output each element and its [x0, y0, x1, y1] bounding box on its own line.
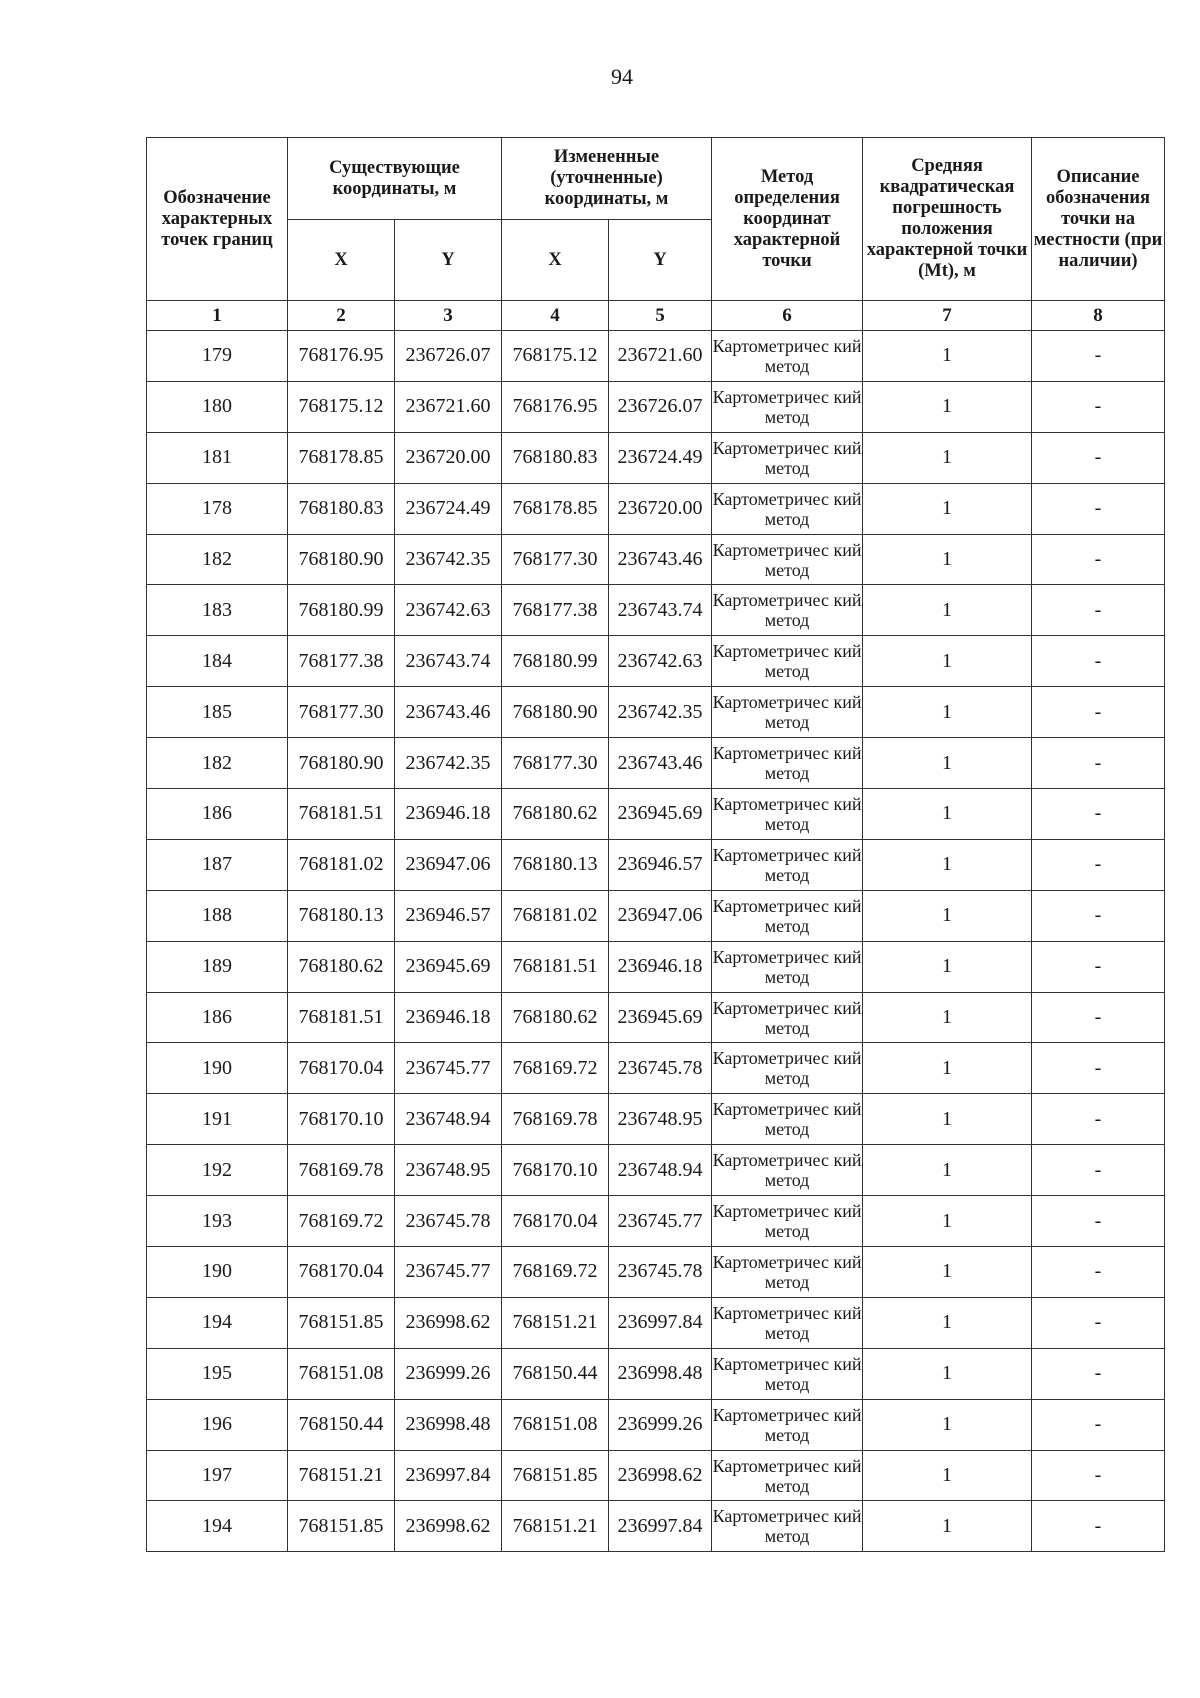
cell-mean-square-error: 1: [863, 789, 1032, 840]
cell-point-id: 184: [147, 636, 288, 687]
cell-description: -: [1032, 432, 1165, 483]
cell-refined-x: 768151.85: [502, 1450, 609, 1501]
cell-mean-square-error: 1: [863, 992, 1032, 1043]
cell-existing-y: 236997.84: [395, 1450, 502, 1501]
cell-point-id: 183: [147, 585, 288, 636]
cell-existing-y: 236721.60: [395, 381, 502, 432]
column-number: 8: [1032, 301, 1165, 331]
header-description: Описание обозначения точки на местности (при наличии): [1032, 138, 1165, 301]
cell-existing-x: 768170.04: [288, 1043, 395, 1094]
cell-method: Картометричес кий метод: [712, 636, 863, 687]
cell-description: -: [1032, 1247, 1165, 1298]
cell-existing-y: 236998.48: [395, 1399, 502, 1450]
cell-existing-y: 236748.95: [395, 1145, 502, 1196]
cell-refined-x: 768180.83: [502, 432, 609, 483]
cell-mean-square-error: 1: [863, 534, 1032, 585]
cell-mean-square-error: 1: [863, 483, 1032, 534]
table-row: [147, 1348, 1165, 1399]
cell-method: Картометричес кий метод: [712, 789, 863, 840]
cell-point-id: 195: [147, 1348, 288, 1399]
table-row: [147, 1145, 1165, 1196]
cell-point-id: 180: [147, 381, 288, 432]
cell-refined-x: 768178.85: [502, 483, 609, 534]
cell-existing-x: 768151.08: [288, 1348, 395, 1399]
cell-method: Картометричес кий метод: [712, 890, 863, 941]
column-number: 4: [502, 301, 609, 331]
table-row: [147, 1450, 1165, 1501]
cell-mean-square-error: 1: [863, 1297, 1032, 1348]
cell-refined-y: 236999.26: [609, 1399, 712, 1450]
table-row: [147, 941, 1165, 992]
column-number: 6: [712, 301, 863, 331]
table-row: [147, 1196, 1165, 1247]
cell-existing-y: 236743.46: [395, 687, 502, 738]
cell-refined-y: 236743.46: [609, 534, 712, 585]
cell-existing-x: 768169.72: [288, 1196, 395, 1247]
cell-method: Картометричес кий метод: [712, 687, 863, 738]
cell-existing-x: 768180.90: [288, 534, 395, 585]
table-row: [147, 839, 1165, 890]
cell-refined-x: 768151.21: [502, 1297, 609, 1348]
cell-description: -: [1032, 331, 1165, 382]
column-number: 7: [863, 301, 1032, 331]
table-row: [147, 789, 1165, 840]
cell-method: Картометричес кий метод: [712, 1348, 863, 1399]
cell-method: Картометричес кий метод: [712, 738, 863, 789]
cell-existing-y: 236998.62: [395, 1501, 502, 1552]
cell-refined-x: 768151.21: [502, 1501, 609, 1552]
cell-refined-y: 236946.18: [609, 941, 712, 992]
cell-refined-y: 236946.57: [609, 839, 712, 890]
cell-existing-y: 236946.57: [395, 890, 502, 941]
table-row: [147, 534, 1165, 585]
cell-description: -: [1032, 483, 1165, 534]
table-row: [147, 738, 1165, 789]
table-row: [147, 381, 1165, 432]
cell-method: Картометричес кий метод: [712, 1247, 863, 1298]
cell-mean-square-error: 1: [863, 941, 1032, 992]
cell-point-id: 194: [147, 1501, 288, 1552]
table-row: [147, 1247, 1165, 1298]
cell-mean-square-error: 1: [863, 1196, 1032, 1247]
cell-refined-x: 768180.62: [502, 992, 609, 1043]
cell-existing-x: 768170.10: [288, 1094, 395, 1145]
cell-refined-y: 236720.00: [609, 483, 712, 534]
cell-existing-x: 768151.21: [288, 1450, 395, 1501]
cell-mean-square-error: 1: [863, 331, 1032, 382]
cell-point-id: 189: [147, 941, 288, 992]
cell-method: Картометричес кий метод: [712, 1145, 863, 1196]
cell-point-id: 179: [147, 331, 288, 382]
cell-refined-y: 236745.77: [609, 1196, 712, 1247]
cell-mean-square-error: 1: [863, 636, 1032, 687]
cell-point-id: 191: [147, 1094, 288, 1145]
cell-method: Картометричес кий метод: [712, 483, 863, 534]
cell-existing-x: 768177.30: [288, 687, 395, 738]
cell-existing-x: 768181.51: [288, 789, 395, 840]
cell-refined-x: 768176.95: [502, 381, 609, 432]
cell-point-id: 178: [147, 483, 288, 534]
cell-description: -: [1032, 1450, 1165, 1501]
cell-existing-y: 236743.74: [395, 636, 502, 687]
header-x-existing: X: [288, 220, 395, 301]
cell-existing-y: 236998.62: [395, 1297, 502, 1348]
cell-refined-x: 768175.12: [502, 331, 609, 382]
cell-refined-x: 768180.90: [502, 687, 609, 738]
cell-refined-y: 236742.63: [609, 636, 712, 687]
table-row: [147, 1043, 1165, 1094]
cell-method: Картометричес кий метод: [712, 331, 863, 382]
cell-method: Картометричес кий метод: [712, 839, 863, 890]
table-row: [147, 331, 1165, 382]
cell-mean-square-error: 1: [863, 839, 1032, 890]
cell-point-id: 188: [147, 890, 288, 941]
cell-existing-y: 236726.07: [395, 331, 502, 382]
cell-mean-square-error: 1: [863, 1450, 1032, 1501]
cell-description: -: [1032, 687, 1165, 738]
cell-refined-y: 236748.94: [609, 1145, 712, 1196]
cell-refined-y: 236998.62: [609, 1450, 712, 1501]
cell-existing-x: 768181.02: [288, 839, 395, 890]
cell-existing-y: 236946.18: [395, 789, 502, 840]
cell-mean-square-error: 1: [863, 890, 1032, 941]
cell-method: Картометричес кий метод: [712, 1399, 863, 1450]
header-method: Метод определения координат характерной точки: [712, 138, 863, 301]
header-y-existing: Y: [395, 220, 502, 301]
cell-description: -: [1032, 1145, 1165, 1196]
table-row: [147, 890, 1165, 941]
cell-mean-square-error: 1: [863, 585, 1032, 636]
cell-existing-x: 768180.99: [288, 585, 395, 636]
coordinates-table: [146, 137, 1165, 1552]
cell-description: -: [1032, 941, 1165, 992]
cell-point-id: 194: [147, 1297, 288, 1348]
cell-mean-square-error: 1: [863, 1145, 1032, 1196]
cell-description: -: [1032, 534, 1165, 585]
cell-point-id: 182: [147, 534, 288, 585]
cell-description: -: [1032, 738, 1165, 789]
cell-mean-square-error: 1: [863, 1348, 1032, 1399]
cell-description: -: [1032, 636, 1165, 687]
cell-description: -: [1032, 585, 1165, 636]
cell-refined-y: 236743.46: [609, 738, 712, 789]
cell-description: -: [1032, 1297, 1165, 1348]
cell-method: Картометричес кий метод: [712, 1196, 863, 1247]
cell-description: -: [1032, 1094, 1165, 1145]
table-row: [147, 1297, 1165, 1348]
cell-refined-y: 236945.69: [609, 789, 712, 840]
cell-mean-square-error: 1: [863, 1247, 1032, 1298]
cell-existing-x: 768170.04: [288, 1247, 395, 1298]
table-row: [147, 1399, 1165, 1450]
cell-existing-x: 768180.83: [288, 483, 395, 534]
cell-refined-y: 236721.60: [609, 331, 712, 382]
cell-existing-y: 236724.49: [395, 483, 502, 534]
cell-point-id: 186: [147, 789, 288, 840]
cell-refined-x: 768169.72: [502, 1247, 609, 1298]
cell-existing-x: 768178.85: [288, 432, 395, 483]
cell-description: -: [1032, 890, 1165, 941]
cell-refined-y: 236945.69: [609, 992, 712, 1043]
cell-method: Картометричес кий метод: [712, 534, 863, 585]
cell-refined-x: 768170.04: [502, 1196, 609, 1247]
cell-refined-x: 768180.99: [502, 636, 609, 687]
cell-refined-x: 768181.51: [502, 941, 609, 992]
cell-existing-x: 768150.44: [288, 1399, 395, 1450]
cell-refined-y: 236745.78: [609, 1043, 712, 1094]
table-row: [147, 1501, 1165, 1552]
table-header: [147, 138, 1165, 301]
cell-existing-y: 236742.35: [395, 534, 502, 585]
header-y-refined: Y: [609, 220, 712, 301]
cell-point-id: 192: [147, 1145, 288, 1196]
cell-refined-x: 768151.08: [502, 1399, 609, 1450]
cell-mean-square-error: 1: [863, 1043, 1032, 1094]
cell-existing-x: 768151.85: [288, 1501, 395, 1552]
cell-refined-y: 236743.74: [609, 585, 712, 636]
cell-refined-x: 768169.78: [502, 1094, 609, 1145]
table-row: [147, 585, 1165, 636]
cell-refined-y: 236997.84: [609, 1501, 712, 1552]
cell-existing-x: 768177.38: [288, 636, 395, 687]
cell-method: Картометричес кий метод: [712, 992, 863, 1043]
cell-method: Картометричес кий метод: [712, 585, 863, 636]
cell-existing-y: 236745.77: [395, 1247, 502, 1298]
cell-existing-x: 768151.85: [288, 1297, 395, 1348]
cell-refined-x: 768180.13: [502, 839, 609, 890]
cell-existing-y: 236742.63: [395, 585, 502, 636]
cell-existing-x: 768180.13: [288, 890, 395, 941]
cell-point-id: 190: [147, 1247, 288, 1298]
cell-refined-y: 236748.95: [609, 1094, 712, 1145]
cell-description: -: [1032, 789, 1165, 840]
cell-point-id: 190: [147, 1043, 288, 1094]
cell-description: -: [1032, 839, 1165, 890]
cell-point-id: 185: [147, 687, 288, 738]
cell-existing-x: 768180.90: [288, 738, 395, 789]
cell-point-id: 181: [147, 432, 288, 483]
cell-point-id: 187: [147, 839, 288, 890]
cell-existing-y: 236946.18: [395, 992, 502, 1043]
header-refined-coordinates: Измененные (уточненные) координаты, м: [502, 138, 712, 220]
cell-refined-x: 768181.02: [502, 890, 609, 941]
cell-existing-x: 768175.12: [288, 381, 395, 432]
cell-description: -: [1032, 1348, 1165, 1399]
cell-description: -: [1032, 992, 1165, 1043]
table-row: [147, 992, 1165, 1043]
header-point-designation: Обозначение характерных точек границ: [147, 138, 288, 301]
cell-refined-y: 236998.48: [609, 1348, 712, 1399]
cell-refined-y: 236724.49: [609, 432, 712, 483]
table-row: [147, 687, 1165, 738]
cell-mean-square-error: 1: [863, 738, 1032, 789]
cell-method: Картометричес кий метод: [712, 432, 863, 483]
table-row: [147, 483, 1165, 534]
cell-refined-x: 768177.38: [502, 585, 609, 636]
column-number-row: [147, 301, 1165, 331]
cell-point-id: 182: [147, 738, 288, 789]
table-row: [147, 432, 1165, 483]
cell-refined-x: 768180.62: [502, 789, 609, 840]
cell-mean-square-error: 1: [863, 1399, 1032, 1450]
header-x-refined: X: [502, 220, 609, 301]
cell-mean-square-error: 1: [863, 1094, 1032, 1145]
cell-refined-x: 768169.72: [502, 1043, 609, 1094]
cell-mean-square-error: 1: [863, 381, 1032, 432]
cell-point-id: 193: [147, 1196, 288, 1247]
cell-existing-y: 236745.78: [395, 1196, 502, 1247]
cell-refined-y: 236997.84: [609, 1297, 712, 1348]
cell-description: -: [1032, 1399, 1165, 1450]
table-row: [147, 1094, 1165, 1145]
cell-mean-square-error: 1: [863, 687, 1032, 738]
cell-description: -: [1032, 1501, 1165, 1552]
cell-existing-y: 236720.00: [395, 432, 502, 483]
cell-method: Картометричес кий метод: [712, 1501, 863, 1552]
column-number: 5: [609, 301, 712, 331]
table-row: [147, 636, 1165, 687]
cell-method: Картометричес кий метод: [712, 1094, 863, 1145]
cell-refined-x: 768177.30: [502, 534, 609, 585]
cell-existing-y: 236947.06: [395, 839, 502, 890]
header-existing-coordinates: Существующие координаты, м: [288, 138, 502, 220]
column-number: 1: [147, 301, 288, 331]
cell-existing-x: 768180.62: [288, 941, 395, 992]
column-number: 2: [288, 301, 395, 331]
column-number: 3: [395, 301, 502, 331]
cell-refined-y: 236745.78: [609, 1247, 712, 1298]
cell-point-id: 186: [147, 992, 288, 1043]
cell-refined-x: 768177.30: [502, 738, 609, 789]
cell-mean-square-error: 1: [863, 1501, 1032, 1552]
cell-existing-y: 236945.69: [395, 941, 502, 992]
cell-existing-y: 236999.26: [395, 1348, 502, 1399]
cell-method: Картометричес кий метод: [712, 1043, 863, 1094]
header-mean-square-error: Средняя квадратическая погрешность положения характерной точки (Mt), м: [863, 138, 1032, 301]
page-number: 94: [611, 64, 633, 89]
cell-existing-x: 768181.51: [288, 992, 395, 1043]
cell-description: -: [1032, 1196, 1165, 1247]
cell-existing-x: 768176.95: [288, 331, 395, 382]
table-body: [147, 301, 1165, 1552]
cell-method: Картометричес кий метод: [712, 1297, 863, 1348]
cell-point-id: 197: [147, 1450, 288, 1501]
cell-refined-y: 236947.06: [609, 890, 712, 941]
cell-existing-y: 236742.35: [395, 738, 502, 789]
cell-description: -: [1032, 1043, 1165, 1094]
cell-point-id: 196: [147, 1399, 288, 1450]
cell-description: -: [1032, 381, 1165, 432]
cell-method: Картометричес кий метод: [712, 381, 863, 432]
cell-existing-x: 768169.78: [288, 1145, 395, 1196]
cell-refined-y: 236726.07: [609, 381, 712, 432]
cell-existing-y: 236748.94: [395, 1094, 502, 1145]
cell-refined-x: 768170.10: [502, 1145, 609, 1196]
cell-mean-square-error: 1: [863, 432, 1032, 483]
cell-refined-y: 236742.35: [609, 687, 712, 738]
cell-refined-x: 768150.44: [502, 1348, 609, 1399]
cell-existing-y: 236745.77: [395, 1043, 502, 1094]
cell-method: Картометричес кий метод: [712, 1450, 863, 1501]
cell-method: Картометричес кий метод: [712, 941, 863, 992]
